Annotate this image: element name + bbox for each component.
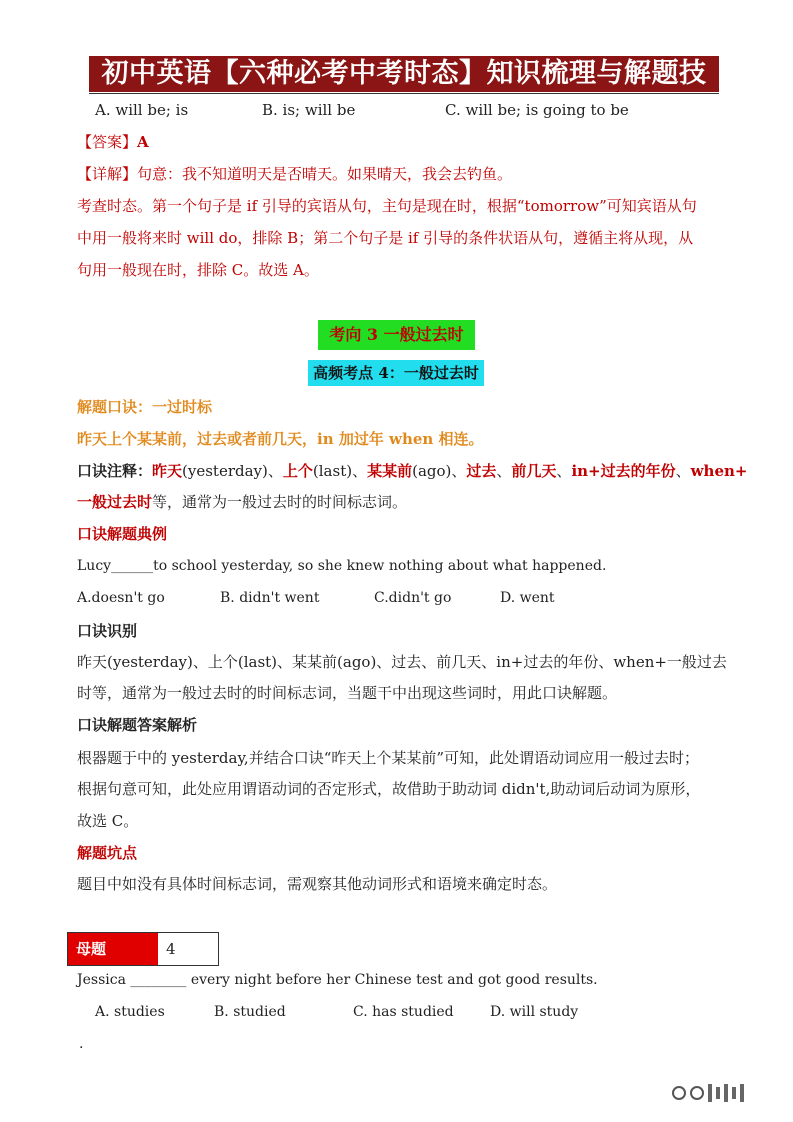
mother-option-c: C. has studied xyxy=(353,1004,454,1020)
page-title-banner: 初中英语【六种必考中考时态】知识梳理与解题技巧 xyxy=(89,56,719,92)
note-text: 等，通常为一般过去时的时间标志词。 xyxy=(152,493,408,511)
mother-option-d: D. will study xyxy=(490,1004,579,1020)
mnemonic-note-line-2 xyxy=(77,492,407,512)
trailing-dot: . xyxy=(79,1036,84,1052)
note-text: (yesterday)、 xyxy=(182,462,283,480)
option-c: C. will be; is going to be xyxy=(445,101,629,119)
note-keyword: when+ xyxy=(690,462,748,480)
pitfall-title: 解题坑点 xyxy=(77,844,138,862)
analysis-line-2: 根据句意可知，此处应用谓语动词的否定形式，故借助于助动词 didn't,助动词后动词为原形， xyxy=(77,780,701,798)
example-option-b: B. didn't went xyxy=(220,590,320,606)
mnemonic-title: 解题口诀：一过时标 xyxy=(77,398,213,416)
analysis-line-1: 根器题于中的 yesterday,并结合口诀“昨天上个某某前”可知，此处谓语动词应用一般过去时； xyxy=(77,749,700,767)
example-option-c: C.didn't go xyxy=(374,590,452,606)
note-text: 、 xyxy=(496,462,512,480)
mother-option-a: A. studies xyxy=(95,1004,165,1020)
option-b: B. is; will be xyxy=(262,101,356,119)
analysis-title: 口诀解题答案解析 xyxy=(77,716,198,734)
header-divider xyxy=(89,93,719,94)
example-option-a: A.doesn't go xyxy=(77,590,165,606)
explain-line-4: 句用一般现在时，排除 C。故选 A。 xyxy=(77,261,319,279)
mnemonic-rhyme: 昨天上个某某前，过去或者前几天，in 加过年 when 相连。 xyxy=(77,430,484,448)
note-keyword: 上个 xyxy=(282,462,313,480)
identify-title: 口诀识别 xyxy=(77,622,138,640)
example-title: 口诀解题典例 xyxy=(77,525,168,543)
explain-tag: 【详解】 xyxy=(77,165,138,183)
section-subheading: 高频考点 4：一般过去时 xyxy=(308,360,484,386)
answer-line xyxy=(77,132,149,152)
mother-question-label: 母题 xyxy=(68,933,158,965)
mother-question-number: 4 xyxy=(166,940,176,958)
answer-tag: 【答案】 xyxy=(77,133,138,151)
explain-line-3: 中用一般将来时 will do，排除 B；第二个句子是 if 引导的条件状语从句，遵循主将从现，从 xyxy=(77,229,694,247)
note-keyword: 一般过去时 xyxy=(77,493,153,511)
note-label: 口诀注释： xyxy=(77,462,153,480)
explain-line-1 xyxy=(77,164,512,184)
mother-option-b: B. studied xyxy=(214,1004,286,1020)
mother-question-box xyxy=(67,932,219,966)
section-heading: 考向 3 一般过去时 xyxy=(318,320,475,350)
note-keyword: in+过去的年份 xyxy=(571,462,676,480)
example-option-d: D. went xyxy=(500,590,555,606)
mother-question-text: Jessica ________ every night before her Chinese test and got good results. xyxy=(77,972,598,988)
note-keyword: 某某前 xyxy=(367,462,413,480)
watermark-icon xyxy=(672,1080,772,1106)
explain-text-1: 句意：我不知道明天是否晴天。如果晴天，我会去钓鱼。 xyxy=(137,165,513,183)
identify-line-1: 昨天(yesterday)、上个(last)、某某前(ago)、过去、前几天、in+过去的年份、when+一般过去 xyxy=(77,653,727,671)
example-question: Lucy______to school yesterday, so she knew nothing about what happened. xyxy=(77,558,607,574)
option-a: A. will be; is xyxy=(95,101,189,119)
note-keyword: 过去 xyxy=(466,462,497,480)
note-text: 、 xyxy=(675,462,691,480)
pitfall-line-1: 题目中如没有具体时间标志词，需观察其他动词形式和语境来确定时态。 xyxy=(77,875,558,893)
explain-line-2: 考查时态。第一个句子是 if 引导的宾语从句，主句是现在时，根据“tomorrow”可知宾语从句 xyxy=(77,197,697,215)
identify-line-2: 时等，通常为一般过去时的时间标志词，当题干中出现这些词时，用此口诀解题。 xyxy=(77,684,618,702)
note-keyword: 昨天 xyxy=(152,462,183,480)
note-keyword: 前几天 xyxy=(511,462,557,480)
note-text: (ago)、 xyxy=(412,462,467,480)
answer-value: A xyxy=(137,133,149,151)
analysis-line-3: 故选 C。 xyxy=(77,812,139,830)
note-text: (last)、 xyxy=(312,462,368,480)
mnemonic-note-line-1 xyxy=(77,461,747,481)
note-text: 、 xyxy=(556,462,572,480)
